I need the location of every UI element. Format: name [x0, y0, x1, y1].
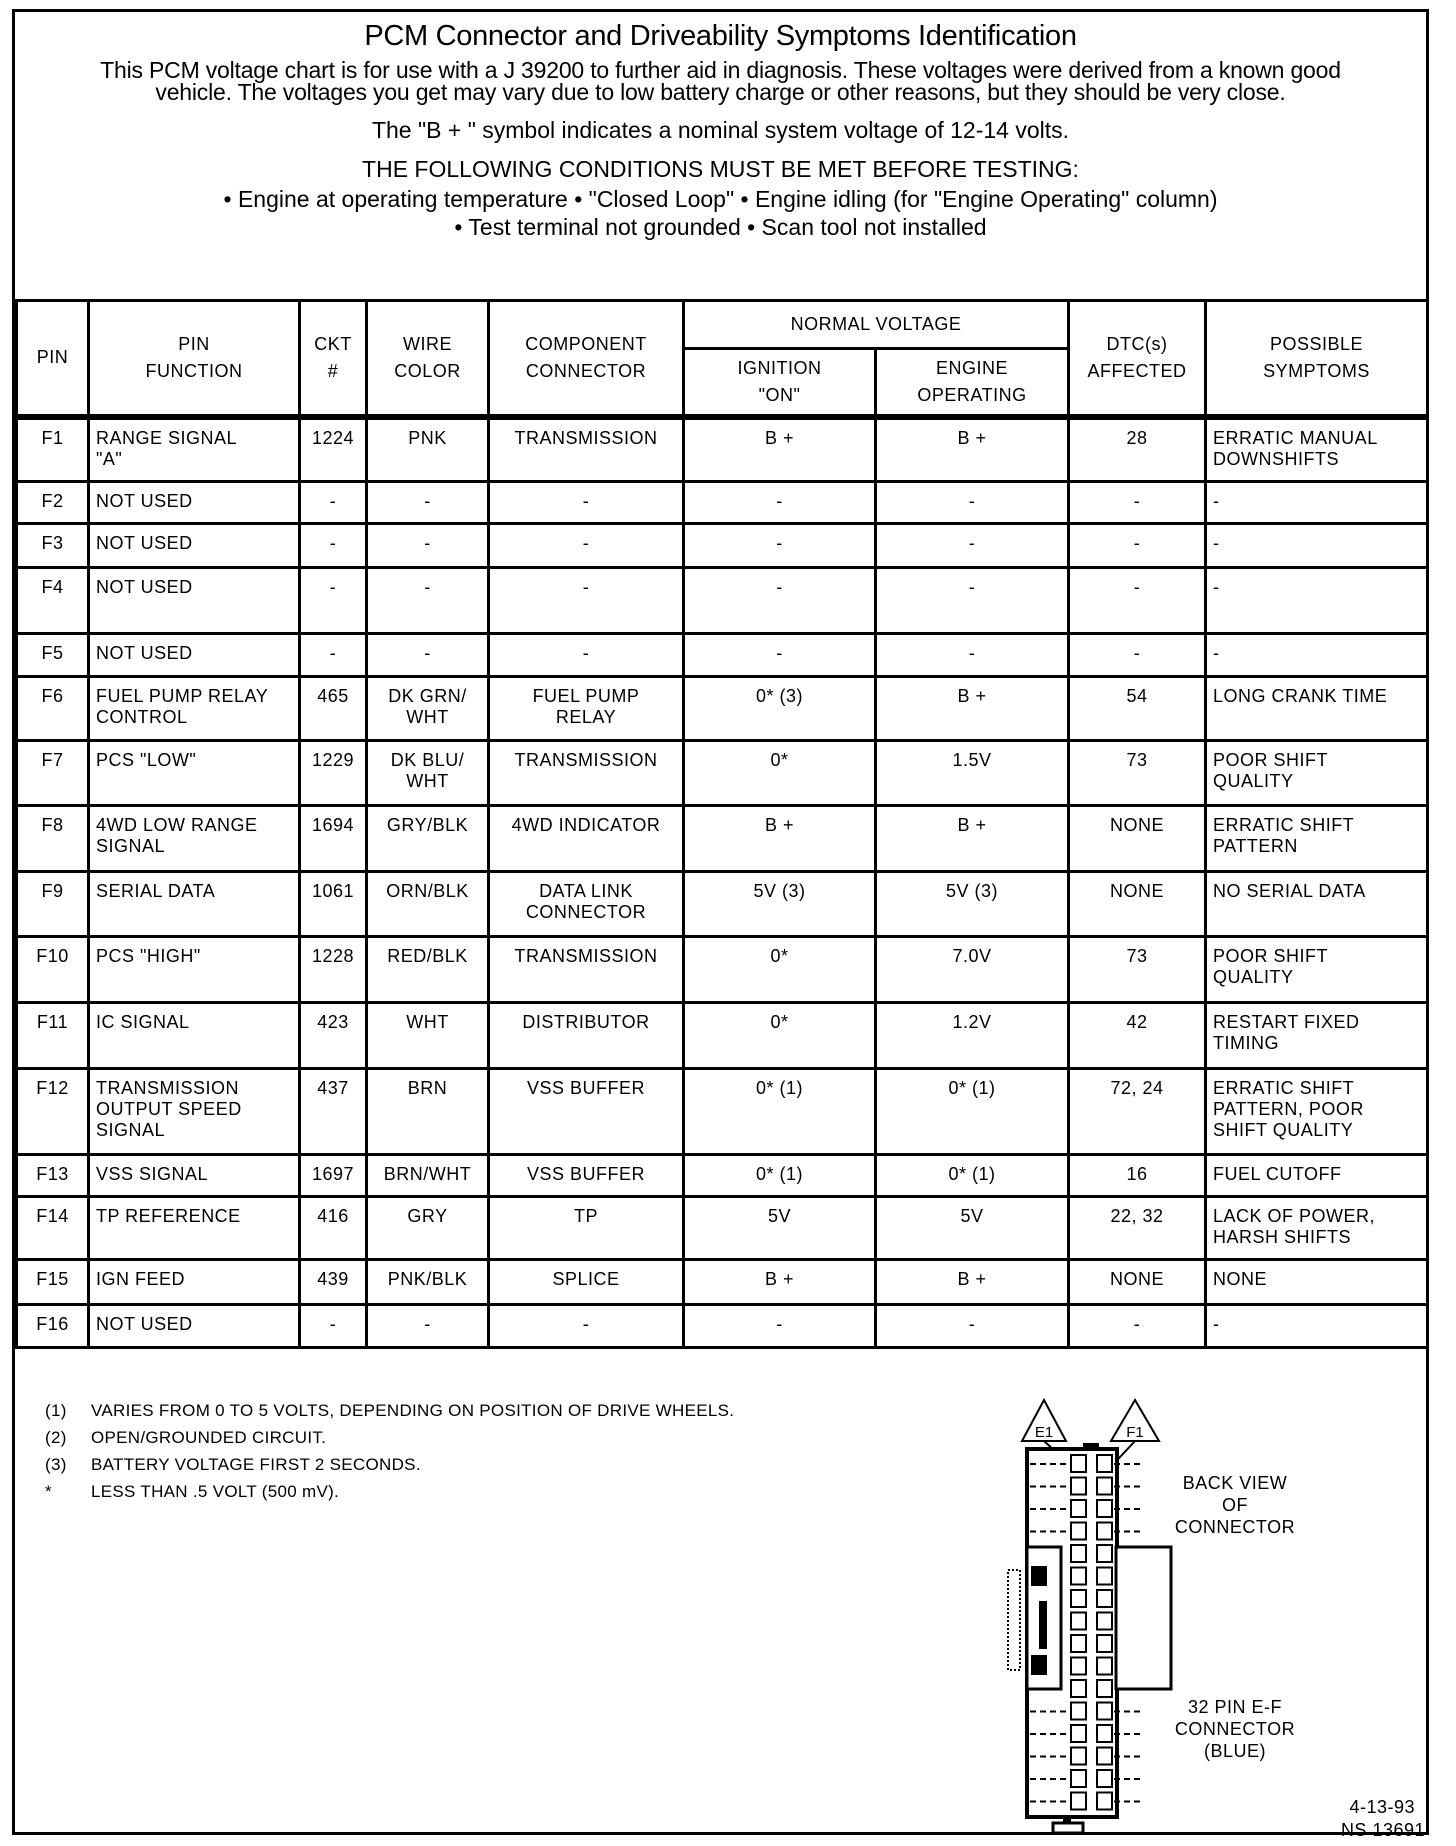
cell-ckt: 423: [300, 1003, 367, 1069]
connector-pin: [1097, 1770, 1112, 1787]
connector-pin: [1097, 1568, 1112, 1585]
pin-e1-label: E1: [1034, 1424, 1054, 1441]
cell-engine-operating: 5V (3): [876, 872, 1069, 937]
cell-component: VSS BUFFER: [489, 1069, 684, 1155]
bplus-note: The "B + " symbol indicates a nominal system voltage of 12-14 volts.: [371, 117, 1070, 143]
cell-pin-function: NOT USED: [89, 568, 300, 634]
cell-engine-operating: B +: [876, 417, 1069, 482]
connector-pin: [1097, 1455, 1112, 1472]
cell-pin: F3: [17, 524, 89, 568]
connector-pin: [1071, 1523, 1086, 1540]
cell-component: 4WD INDICATOR: [489, 806, 684, 872]
cell-symptoms: FUEL CUTOFF: [1206, 1155, 1428, 1197]
cell-wire-color: GRY: [367, 1197, 489, 1260]
cell-engine-operating: 1.5V: [876, 741, 1069, 806]
cell-wire-color: DK BLU/ WHT: [367, 741, 489, 806]
cell-ignition-on: -: [684, 568, 876, 634]
cell-dtc: NONE: [1069, 872, 1206, 937]
cell-engine-operating: B +: [876, 806, 1069, 872]
cell-pin: F10: [17, 937, 89, 1003]
connector-pin: [1071, 1500, 1086, 1517]
cell-pin: F4: [17, 568, 89, 634]
cell-ignition-on: 5V: [684, 1197, 876, 1260]
cell-pin-function: FUEL PUMP RELAY CONTROL: [89, 677, 300, 741]
cell-symptoms: LACK OF POWER, HARSH SHIFTS: [1206, 1197, 1428, 1260]
cell-symptoms: ERRATIC MANUAL DOWNSHIFTS: [1206, 417, 1428, 482]
cell-ckt: 465: [300, 677, 367, 741]
footnote-text: BATTERY VOLTAGE FIRST 2 SECONDS.: [91, 1455, 421, 1474]
cell-pin: F1: [17, 417, 89, 482]
connector-diagram: [15, 12, 1426, 1832]
col-wire-color: WIRE COLOR: [367, 301, 489, 417]
cell-component: TP: [489, 1197, 684, 1260]
footnote-key: (2): [45, 1428, 67, 1447]
cell-wire-color: ORN/BLK: [367, 872, 489, 937]
cell-ckt: 1229: [300, 741, 367, 806]
cell-ignition-on: 0* (1): [684, 1069, 876, 1155]
connector-pin: [1097, 1635, 1112, 1652]
cell-ckt: 437: [300, 1069, 367, 1155]
cell-pin: F8: [17, 806, 89, 872]
connector-hatched-strip: [1008, 1570, 1020, 1670]
cell-symptoms: -: [1206, 568, 1428, 634]
cell-ignition-on: B +: [684, 1260, 876, 1305]
cell-ignition-on: B +: [684, 417, 876, 482]
connector-pin: [1071, 1568, 1086, 1585]
cell-wire-color: GRY/BLK: [367, 806, 489, 872]
cell-pin-function: IGN FEED: [89, 1260, 300, 1305]
cell-ckt: 1061: [300, 872, 367, 937]
cell-wire-color: -: [367, 482, 489, 524]
cell-ckt: 1228: [300, 937, 367, 1003]
cell-pin-function: TP REFERENCE: [89, 1197, 300, 1260]
cell-ckt: 1694: [300, 806, 367, 872]
page-title: PCM Connector and Driveability Symptoms Identification: [364, 20, 1077, 52]
connector-pin: [1071, 1703, 1086, 1720]
cell-symptoms: -: [1206, 524, 1428, 568]
cell-pin-function: TRANSMISSION OUTPUT SPEED SIGNAL: [89, 1069, 300, 1155]
cell-pin: F13: [17, 1155, 89, 1197]
cell-symptoms: -: [1206, 634, 1428, 677]
cell-dtc: NONE: [1069, 806, 1206, 872]
cell-pin: F9: [17, 872, 89, 937]
cell-ignition-on: -: [684, 482, 876, 524]
document-frame: [12, 9, 1429, 1840]
cell-dtc: 73: [1069, 741, 1206, 806]
connector-pin: [1071, 1658, 1086, 1675]
conditions-line-1: • Engine at operating temperature • "Closed Loop" • Engine idling (for "Engine Operating" column): [223, 186, 1218, 212]
connector-pin: [1097, 1478, 1112, 1495]
cell-ignition-on: -: [684, 1305, 876, 1348]
cell-pin-function: NOT USED: [89, 634, 300, 677]
cell-wire-color: WHT: [367, 1003, 489, 1069]
cell-engine-operating: 0* (1): [876, 1155, 1069, 1197]
cell-wire-color: -: [367, 568, 489, 634]
col-pin: PIN: [17, 301, 89, 417]
cell-pin-function: NOT USED: [89, 524, 300, 568]
connector-pin: [1071, 1725, 1086, 1742]
cell-component: VSS BUFFER: [489, 1155, 684, 1197]
cell-pin-function: NOT USED: [89, 482, 300, 524]
col-engine-operating: ENGINE OPERATING: [876, 349, 1069, 417]
cell-dtc: -: [1069, 524, 1206, 568]
connector-pin: [1097, 1793, 1112, 1810]
col-dtc: DTC(s) AFFECTED: [1069, 301, 1206, 417]
connector-pin: [1071, 1770, 1086, 1787]
conditions-line-2: • Test terminal not grounded • Scan tool not installed: [454, 214, 987, 240]
connector-pin: [1097, 1590, 1112, 1607]
connector-pin: [1097, 1613, 1112, 1630]
cell-dtc: 42: [1069, 1003, 1206, 1069]
cell-wire-color: BRN: [367, 1069, 489, 1155]
cell-ckt: -: [300, 482, 367, 524]
col-pin-function: PIN FUNCTION: [89, 301, 300, 417]
footnote-key: (3): [45, 1455, 67, 1474]
cell-dtc: NONE: [1069, 1260, 1206, 1305]
cell-dtc: -: [1069, 568, 1206, 634]
cell-wire-color: RED/BLK: [367, 937, 489, 1003]
connector-pin: [1097, 1545, 1112, 1562]
col-ignition-on: IGNITION "ON": [684, 349, 876, 417]
cell-engine-operating: -: [876, 1305, 1069, 1348]
col-symptoms: POSSIBLE SYMPTOMS: [1206, 301, 1428, 417]
connector-pin: [1097, 1500, 1112, 1517]
connector-pin: [1097, 1523, 1112, 1540]
connector-pin: [1071, 1590, 1086, 1607]
footnote-text: OPEN/GROUNDED CIRCUIT.: [91, 1428, 327, 1447]
cell-ignition-on: 0*: [684, 741, 876, 806]
cell-symptoms: -: [1206, 482, 1428, 524]
cell-engine-operating: B +: [876, 1260, 1069, 1305]
cell-ignition-on: 0* (3): [684, 677, 876, 741]
cell-dtc: 16: [1069, 1155, 1206, 1197]
cell-dtc: -: [1069, 634, 1206, 677]
cell-wire-color: PNK: [367, 417, 489, 482]
connector-pin: [1071, 1613, 1086, 1630]
cell-ignition-on: 0*: [684, 1003, 876, 1069]
cell-symptoms: RESTART FIXED TIMING: [1206, 1003, 1428, 1069]
connector-pin: [1097, 1725, 1112, 1742]
cell-wire-color: -: [367, 634, 489, 677]
cell-pin-function: IC SIGNAL: [89, 1003, 300, 1069]
cell-ckt: 439: [300, 1260, 367, 1305]
cell-component: DATA LINK CONNECTOR: [489, 872, 684, 937]
cell-engine-operating: 5V: [876, 1197, 1069, 1260]
cell-dtc: 54: [1069, 677, 1206, 741]
cell-engine-operating: 1.2V: [876, 1003, 1069, 1069]
connector-pin: [1097, 1658, 1112, 1675]
cell-pin: F5: [17, 634, 89, 677]
footnote-text: VARIES FROM 0 TO 5 VOLTS, DEPENDING ON POSITION OF DRIVE WHEELS.: [91, 1401, 735, 1420]
cell-dtc: 72, 24: [1069, 1069, 1206, 1155]
connector-pin: [1071, 1478, 1086, 1495]
cell-dtc: -: [1069, 482, 1206, 524]
cell-pin-function: RANGE SIGNAL "A": [89, 417, 300, 482]
cell-symptoms: ERRATIC SHIFT PATTERN: [1206, 806, 1428, 872]
cell-component: TRANSMISSION: [489, 417, 684, 482]
cell-symptoms: -: [1206, 1305, 1428, 1348]
col-component: COMPONENT CONNECTOR: [489, 301, 684, 417]
cell-pin-function: PCS "LOW": [89, 741, 300, 806]
cell-pin: F12: [17, 1069, 89, 1155]
cell-pin: F15: [17, 1260, 89, 1305]
cell-component: DISTRIBUTOR: [489, 1003, 684, 1069]
connector-pin: [1071, 1748, 1086, 1765]
cell-engine-operating: -: [876, 482, 1069, 524]
description: This PCM voltage chart is for use with a J 39200 to further aid in diagnosis. These voltages were derived from a known good vehicle. The voltages you get may vary due to low battery charge or other reasons, but they should be very close.: [100, 57, 1341, 105]
cell-component: -: [489, 482, 684, 524]
connector-pin: [1071, 1455, 1086, 1472]
connector-pin: [1071, 1793, 1086, 1810]
footnote-key: (1): [45, 1401, 67, 1420]
cell-component: -: [489, 634, 684, 677]
connector-pin: [1071, 1545, 1086, 1562]
cell-pin: F2: [17, 482, 89, 524]
connector-pin: [1071, 1680, 1086, 1697]
cell-engine-operating: -: [876, 568, 1069, 634]
connector-pin: [1097, 1680, 1112, 1697]
cell-ckt: 1224: [300, 417, 367, 482]
cell-component: -: [489, 1305, 684, 1348]
cell-symptoms: ERRATIC SHIFT PATTERN, POOR SHIFT QUALITY: [1206, 1069, 1428, 1155]
cell-symptoms: LONG CRANK TIME: [1206, 677, 1428, 741]
cell-ignition-on: -: [684, 524, 876, 568]
cell-pin-function: NOT USED: [89, 1305, 300, 1348]
cell-component: -: [489, 524, 684, 568]
connector-latch: [1116, 1547, 1171, 1689]
cell-wire-color: -: [367, 1305, 489, 1348]
cell-component: -: [489, 568, 684, 634]
cell-pin: F16: [17, 1305, 89, 1348]
footnote-text: LESS THAN .5 VOLT (500 mV).: [91, 1482, 340, 1501]
back-view-label: BACK VIEW OF CONNECTOR: [1174, 1473, 1296, 1537]
cell-ckt: -: [300, 568, 367, 634]
cell-component: TRANSMISSION: [489, 741, 684, 806]
cell-wire-color: -: [367, 524, 489, 568]
cell-wire-color: PNK/BLK: [367, 1260, 489, 1305]
cell-ignition-on: -: [684, 634, 876, 677]
cell-pin: F11: [17, 1003, 89, 1069]
cell-engine-operating: 7.0V: [876, 937, 1069, 1003]
cell-dtc: -: [1069, 1305, 1206, 1348]
cell-ignition-on: 5V (3): [684, 872, 876, 937]
cell-symptoms: POOR SHIFT QUALITY: [1206, 937, 1428, 1003]
connector-type-label: 32 PIN E-F CONNECTOR (BLUE): [1174, 1697, 1296, 1761]
cell-component: SPLICE: [489, 1260, 684, 1305]
cell-engine-operating: -: [876, 524, 1069, 568]
cell-ignition-on: 0*: [684, 937, 876, 1003]
cell-engine-operating: 0* (1): [876, 1069, 1069, 1155]
cell-dtc: 73: [1069, 937, 1206, 1003]
cell-pin: F6: [17, 677, 89, 741]
footnote-key: *: [45, 1482, 52, 1501]
cell-dtc: 28: [1069, 417, 1206, 482]
col-normal-voltage: NORMAL VOLTAGE: [684, 301, 1069, 349]
conditions-heading: THE FOLLOWING CONDITIONS MUST BE MET BEFORE TESTING:: [362, 156, 1079, 182]
cell-ignition-on: B +: [684, 806, 876, 872]
cell-symptoms: NO SERIAL DATA: [1206, 872, 1428, 937]
cell-ckt: -: [300, 634, 367, 677]
cell-component: TRANSMISSION: [489, 937, 684, 1003]
cell-pin-function: PCS "HIGH": [89, 937, 300, 1003]
cell-ckt: 416: [300, 1197, 367, 1260]
col-ckt: CKT #: [300, 301, 367, 417]
cell-ckt: 1697: [300, 1155, 367, 1197]
connector-pin: [1097, 1703, 1112, 1720]
cell-ckt: -: [300, 1305, 367, 1348]
document-number: NS 13691: [1340, 1820, 1425, 1840]
cell-pin-function: 4WD LOW RANGE SIGNAL: [89, 806, 300, 872]
connector-pin: [1097, 1748, 1112, 1765]
pin-f1-label: F1: [1126, 1424, 1144, 1441]
cell-dtc: 22, 32: [1069, 1197, 1206, 1260]
cell-ckt: -: [300, 524, 367, 568]
cell-component: FUEL PUMP RELAY: [489, 677, 684, 741]
cell-symptoms: NONE: [1206, 1260, 1428, 1305]
cell-pin: F7: [17, 741, 89, 806]
cell-ignition-on: 0* (1): [684, 1155, 876, 1197]
revision-date: 4-13-93: [1349, 1797, 1415, 1817]
cell-pin-function: SERIAL DATA: [89, 872, 300, 937]
cell-engine-operating: B +: [876, 677, 1069, 741]
cell-symptoms: POOR SHIFT QUALITY: [1206, 741, 1428, 806]
cell-pin: F14: [17, 1197, 89, 1260]
cell-wire-color: BRN/WHT: [367, 1155, 489, 1197]
connector-pin: [1071, 1635, 1086, 1652]
cell-wire-color: DK GRN/ WHT: [367, 677, 489, 741]
cell-pin-function: VSS SIGNAL: [89, 1155, 300, 1197]
cell-engine-operating: -: [876, 634, 1069, 677]
